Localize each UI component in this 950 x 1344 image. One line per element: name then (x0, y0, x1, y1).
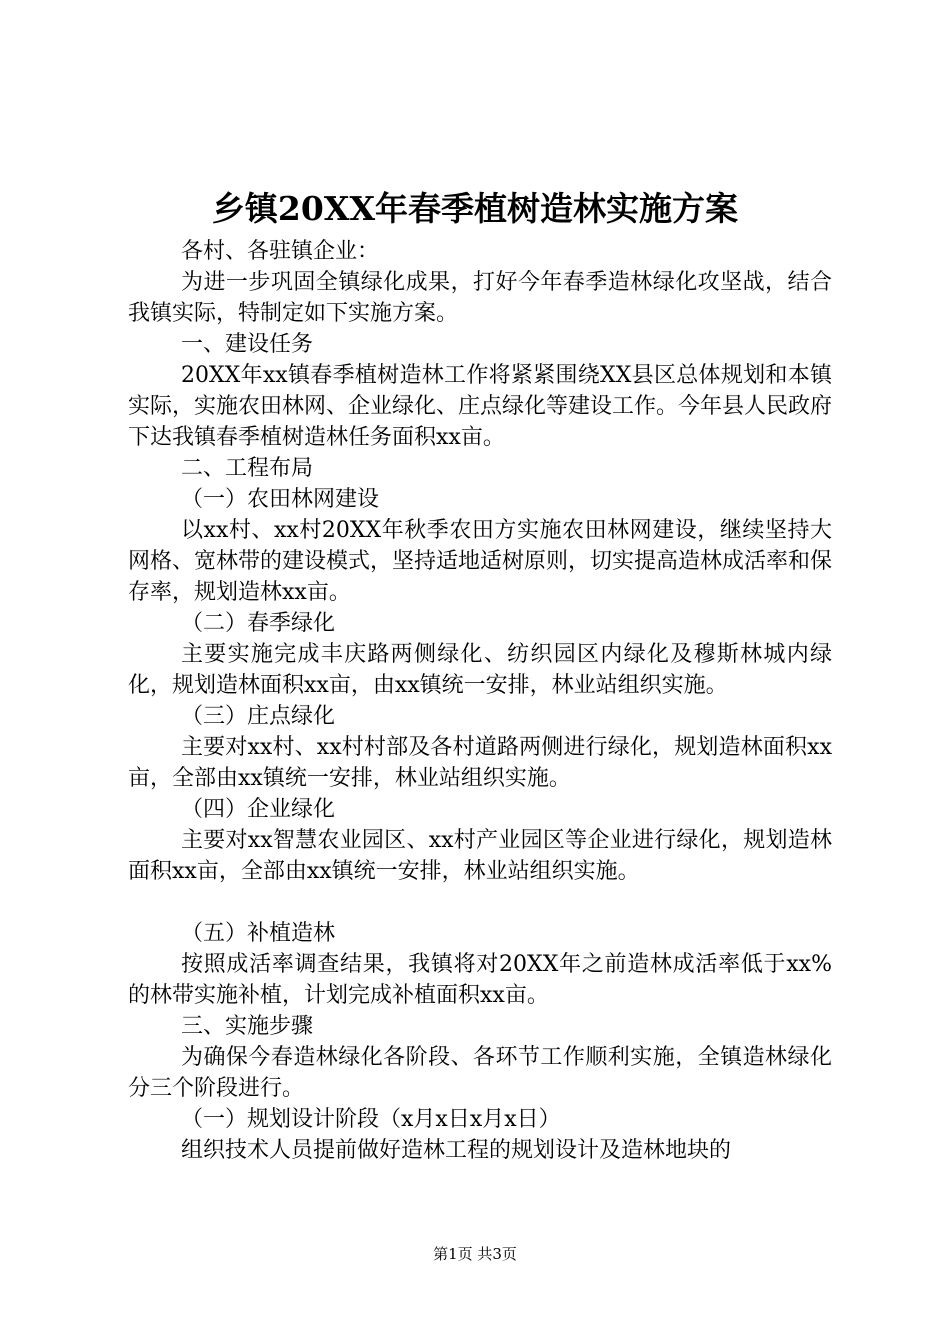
subheading-replanting: （五）补植造林 (181, 921, 336, 946)
paragraph-farmland-forest-network: 以xx村、xx村20XX年秋季农田方实施农田林网建设，继续坚持大网格、宽林带的建设模式，坚持适地适树原则，切实提高造林成活率和保存率，规划造林xx亩。 (128, 518, 833, 605)
document-body (128, 236, 832, 1166)
subheading-spring-greening: （二）春季绿化 (181, 611, 336, 636)
subheading-farmland-forest-network: （一）农田林网建设 (181, 487, 380, 512)
paragraph-salutation: 各村、各驻镇企业： (181, 239, 380, 264)
subheading-planning-design-stage: （一）规划设计阶段（x月x日x月x日） (181, 1107, 561, 1132)
paragraph-village-greening: 主要对xx村、xx村村部及各村道路两侧进行绿化，规划造林面积xx亩，全部由xx镇统一安排，林业站组织实施。 (128, 735, 832, 791)
subheading-village-greening: （三）庄点绿化 (181, 704, 336, 729)
paragraph-replanting: 按照成活率调查结果，我镇将对20XX年之前造林成活率低于xx%的林带实施补植，计划完成补植面积xx亩。 (128, 952, 832, 1008)
paragraph-planning-design-stage: 组织技术人员提前做好造林工程的规划设计及造林地块的 (181, 1138, 732, 1163)
paragraph-implementation-steps: 为确保今春造林绿化各阶段、各环节工作顺利实施，全镇造林绿化分三个阶段进行。 (128, 1045, 832, 1101)
subheading-enterprise-greening: （四）企业绿化 (181, 797, 336, 822)
heading-project-layout: 二、工程布局 (181, 456, 314, 481)
paragraph-spring-greening: 主要实施完成丰庆路两侧绿化、纺织园区内绿化及穆斯林城内绿化，规划造林面积xx亩，由xx镇统一安排，林业站组织实施。 (128, 642, 832, 698)
paragraph-enterprise-greening: 主要对xx智慧农业园区、xx村产业园区等企业进行绿化，规划造林面积xx亩，全部由xx镇统一安排，林业站组织实施。 (128, 828, 832, 884)
paragraph-construction-task: 20XX年xx镇春季植树造林工作将紧紧围绕XX县区总体规划和本镇实际，实施农田林网、企业绿化、庄点绿化等建设工作。今年县人民政府下达我镇春季植树造林任务面积xx亩。 (128, 363, 833, 450)
heading-construction-task: 一、建设任务 (181, 332, 314, 357)
paragraph-intro: 为进一步巩固全镇绿化成果，打好今年春季造林绿化攻坚战，结合我镇实际，特制定如下实施方案。 (128, 270, 832, 326)
document-title: 乡镇20XX年春季植树造林实施方案 (211, 189, 739, 228)
heading-implementation-steps: 三、实施步骤 (181, 1014, 314, 1039)
page-footer: 第1页 共3页 (433, 1245, 517, 1263)
paragraph-gap (128, 887, 832, 918)
